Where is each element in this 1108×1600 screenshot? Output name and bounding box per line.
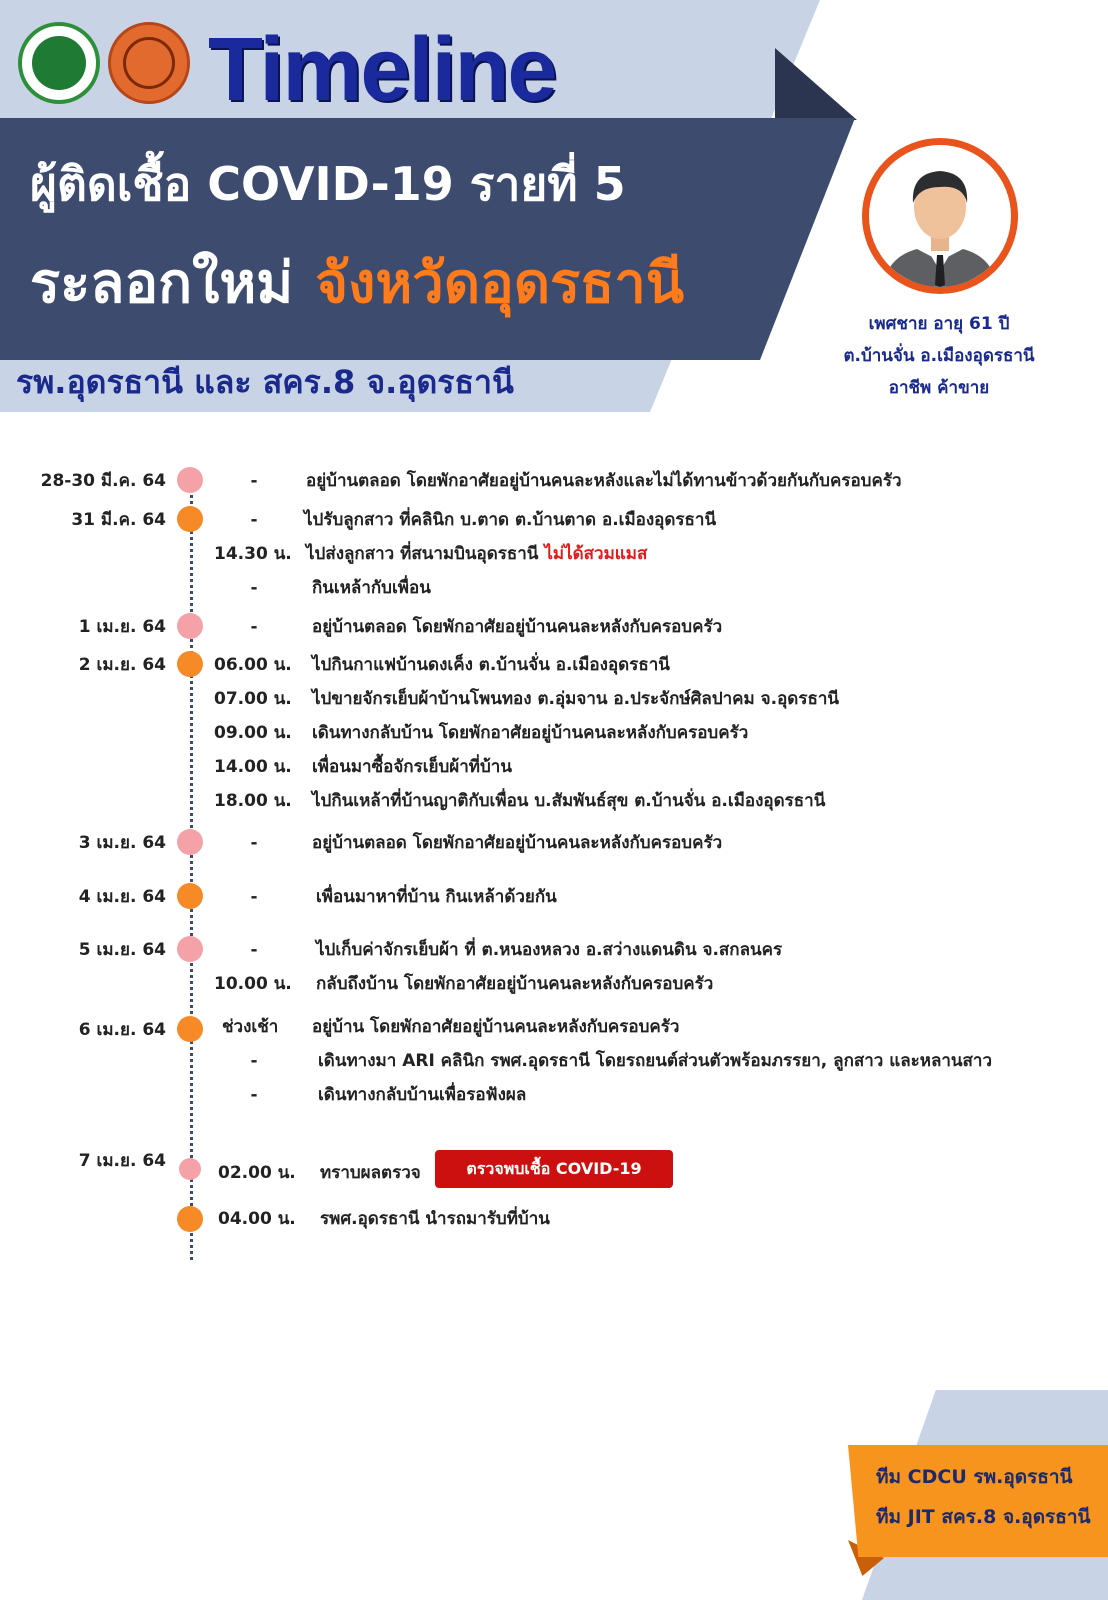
event-text: อยู่บ้าน โดยพักอาศัยอยู่บ้านคนละหลังกับครอบครัว [312,1017,680,1037]
seal-emblem-icon [123,37,175,89]
dash: - [250,578,258,598]
dash: - [250,833,258,853]
event-text [306,541,647,567]
dash: - [250,940,258,960]
event-text: ทราบผลตรวจ [320,1163,421,1183]
event-warning: ไม่ได้สวมแมส [544,544,648,564]
timeline-dot [177,883,203,909]
date-label: 5 เม.ย. 64 [78,940,166,960]
event-time: 06.00 น. [214,655,292,675]
timeline-dot [177,467,203,493]
caduceus-icon [32,36,86,90]
patient-address: ต.บ้านจั่น อ.เมืองอุดรธานี [843,346,1035,366]
page-title: Timeline [208,20,556,120]
date-label: 31 มี.ค. 64 [71,510,166,530]
event-text: กินเหล้ากับเพื่อน [312,578,431,598]
event-time: 07.00 น. [214,689,292,709]
date-label: 7 เม.ย. 64 [78,1151,166,1171]
headline-case: ผู้ติดเชื้อ COVID-19 รายที่ 5 [30,157,626,211]
dash: - [250,617,258,637]
covid-positive-badge: ตรวจพบเชื้อ COVID-19 [435,1150,673,1188]
event-time: 04.00 น. [218,1209,296,1229]
event-text: อยู่บ้านตลอด โดยพักอาศัยอยู่บ้านคนละหลังและไม่ได้ทานข้าวด้วยกันกับครอบครัว [306,471,902,491]
event-time: ช่วงเช้า [222,1017,279,1037]
team-jit: ทีม JIT สคร.8 จ.อุดรธานี [876,1506,1091,1528]
timeline-dot [179,1158,201,1180]
event-text: ไปกินเหล้าที่บ้านญาติกับเพื่อน บ.สัมพันธ์สุข ต.บ้านจั่น อ.เมืองอุดรธานี [312,791,826,811]
event-text: ไปเก็บค่าจักรเย็บผ้า ที่ ต.หนองหลวง อ.สว่างแดนดิน จ.สกลนคร [316,940,783,960]
date-label: 3 เม.ย. 64 [78,833,166,853]
timeline-axis [190,470,193,1260]
event-text: เดินทางกลับบ้านเพื่อรอฟังผล [318,1085,527,1105]
event-text: เดินทางกลับบ้าน โดยพักอาศัยอยู่บ้านคนละหลังกับครอบครัว [312,723,749,743]
timeline-dot [177,936,203,962]
event-text: เดินทางมา ARI คลินิก รพศ.อุดรธานี โดยรถยนต์ส่วนตัวพร้อมภรรยา, ลูกสาว และหลานสาว [318,1051,993,1071]
timeline-dot [177,1016,203,1042]
header-subtitle: รพ.อุดรธานี และ สคร.8 จ.อุดรธานี [16,363,514,401]
event-text: อยู่บ้านตลอด โดยพักอาศัยอยู่บ้านคนละหลังกับครอบครัว [312,833,723,853]
date-label: 28-30 มี.ค. 64 [40,471,166,491]
dash: - [250,887,258,907]
event-text: ไปขายจักรเย็บผ้าบ้านโพนทอง ต.อุ่มจาน อ.ประจักษ์ศิลปาคม จ.อุดรธานี [312,689,839,709]
date-label: 2 เม.ย. 64 [78,655,166,675]
man-avatar-icon [869,145,1011,287]
event-text: ไปกินกาแฟบ้านดงเค็ง ต.บ้านจั่น อ.เมืองอุดรธานี [312,655,670,675]
dash: - [250,510,258,530]
timeline-dot [177,651,203,677]
team-cdcu: ทีม CDCU รพ.อุดรธานี [876,1466,1073,1488]
date-label: 6 เม.ย. 64 [78,1020,166,1040]
timeline-dot [177,613,203,639]
provincial-seal-logo [108,22,190,104]
event-time: 14.00 น. [214,757,292,777]
patient-gender-age: เพศชาย อายุ 61 ปี [868,314,1010,334]
event-time: 14.30 น. [214,544,292,564]
headline-wave-label: ระลอกใหม่ [30,251,294,316]
headline-wave [30,246,684,322]
dash: - [250,1085,258,1105]
event-text: ไปรับลูกสาว ที่คลินิก บ.ตาด ต.บ้านตาด อ.เมืองอุดรธานี [304,510,717,530]
event-text: เพื่อนมาหาที่บ้าน กินเหล้าด้วยกัน [316,887,557,907]
event-time: 09.00 น. [214,723,292,743]
event-text: รพศ.อุดรธานี นำรถมารับที่บ้าน [320,1209,550,1229]
event-text: เพื่อนมาซื้อจักรเย็บผ้าที่บ้าน [312,757,512,777]
date-label: 4 เม.ย. 64 [78,887,166,907]
event-text: กลับถึงบ้าน โดยพักอาศัยอยู่บ้านคนละหลังกับครอบครัว [316,974,714,994]
event-text-main: ไปส่งลูกสาว ที่สนามบินอุดรธานี [306,544,539,564]
ministry-public-health-logo [18,22,100,104]
patient-occupation: อาชีพ ค้าขาย [888,378,990,398]
patient-avatar [862,138,1018,294]
event-time: 02.00 น. [218,1163,296,1183]
patient-info [820,308,1058,404]
timeline-dot [177,829,203,855]
date-label: 1 เม.ย. 64 [78,617,166,637]
dash: - [250,471,258,491]
timeline-dot [177,1206,203,1232]
headline-province: จังหวัดอุดรธานี [315,251,685,316]
header-corner-triangle [775,48,857,120]
event-time: 18.00 น. [214,791,292,811]
timeline-dot [177,506,203,532]
event-text: อยู่บ้านตลอด โดยพักอาศัยอยู่บ้านคนละหลังกับครอบครัว [312,617,723,637]
dash: - [250,1051,258,1071]
event-time: 10.00 น. [214,974,292,994]
